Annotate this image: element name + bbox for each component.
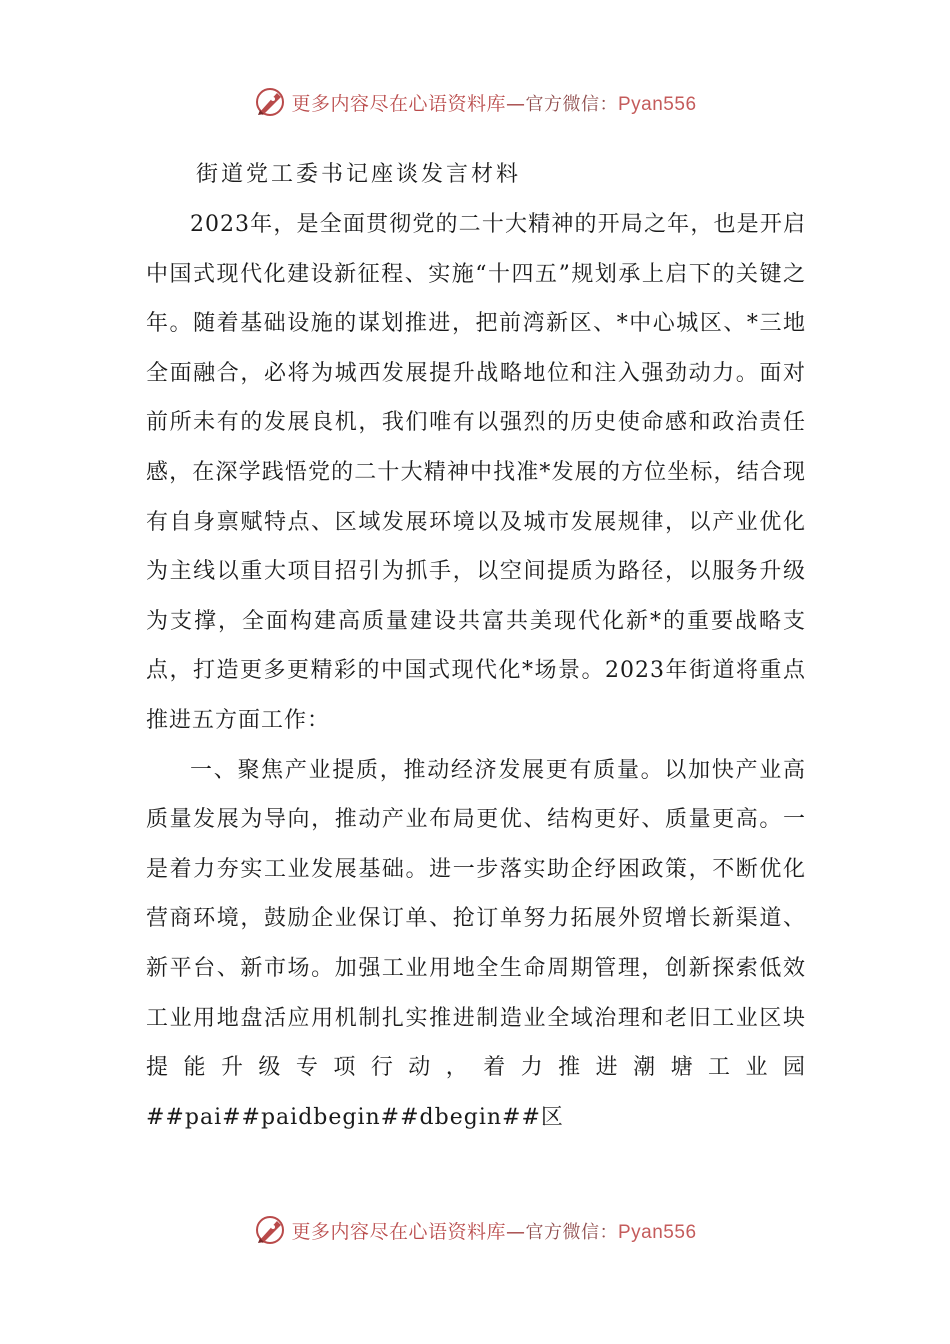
watermark-wechat-label: 官方微信： xyxy=(525,93,618,115)
fountain-pen-logo-icon xyxy=(253,1213,287,1247)
watermark-banner-bottom xyxy=(0,1210,950,1250)
watermark-account: Pyan556 xyxy=(618,1221,697,1243)
fountain-pen-logo-icon xyxy=(253,85,287,119)
watermark-wechat-label: 官方微信： xyxy=(525,1221,618,1243)
watermark-banner-top xyxy=(0,82,950,122)
watermark-site-text: 更多内容尽在心语资料库 xyxy=(291,92,506,115)
paragraph-intro: 2023年，是全面贯彻党的二十大精神的开局之年，也是开启中国式现代化建设新征程、实施“十四五”规划承上启下的关键之年。随着基础设施的谋划推进，把前湾新区、*中心城区、*三地全面融合，必将为城西发展提升战略地位和注入强劲动力。面对前所未有的发展良机，我们唯有以强烈的历史使命感和政治责任感，在深学践悟党的二十大精神中找准*发展的方位坐标，结合现有自身禀赋特点、区域发展环境以及城市发展规律，以产业优化为主线以重大项目招引为抓手，以空间提质为路径，以服务升级为支撑，全面构建高质量建设共富共美现代化新*的重要战略支点，打造更多更精彩的中国式现代化*场景。2023年街道将重点推进五方面工作： xyxy=(146,212,806,733)
paragraph-section-one: 一、聚焦产业提质，推动经济发展更有质量。以加快产业高质量发展为导向，推动产业布局更优、结构更好、质量更高。一是着力夯实工业发展基础。进一步落实助企纾困政策，不断优化营商环境，鼓励企业保订单、抢订单努力拓展外贸增长新渠道、新平台、新市场。加强工业用地全生命周期管理，创新探索低效工业用地盘活应用机制扎实推进制造业全域治理和老旧工业区块提能升级专项行动，着力推进潮塘工业园##pai##paidbegin##dbegin##区 xyxy=(146,757,806,1130)
document-title: 街道党工委书记座谈发言材料 xyxy=(196,162,522,187)
watermark-separator: — xyxy=(506,1220,526,1243)
watermark-text xyxy=(291,89,696,116)
watermark-separator: — xyxy=(506,92,526,115)
document-body xyxy=(146,150,806,1142)
watermark-account: Pyan556 xyxy=(618,93,697,115)
watermark-text xyxy=(291,1217,696,1244)
watermark-site-text: 更多内容尽在心语资料库 xyxy=(291,1220,506,1243)
